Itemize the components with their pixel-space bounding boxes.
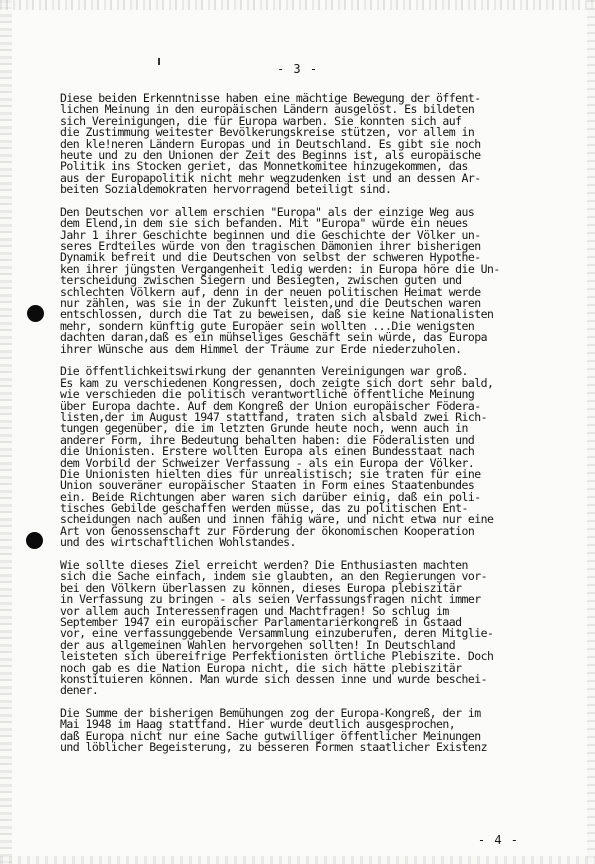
text-line: ihrer Wünsche aus dem Himmel der Träume zur Erde niederzuholen. <box>60 341 462 356</box>
text-line: der aus allgemeinen Wahlen hervorgehen sollten! In Deutschland <box>60 637 456 652</box>
text-line: beiten Sozialdemokraten hervorragend beteiligt sind. <box>60 182 392 197</box>
text-line: Es kam zu verschiedenen Kongressen, doch zeigte sich dort sehr bald, <box>60 375 494 390</box>
text-line: Die Unionisten hielten dies für unrealistisch; sie traten für eine <box>60 466 481 481</box>
text-line: dachten daran,daß es ein mühseliges Geschäft sein würde, das Europa <box>60 330 488 345</box>
text-line: in Verfassung zu bringen - als seien Verfassungsfragen nicht immer <box>60 592 481 607</box>
text-line: sich die Sache einfach, indem sie glaubten, an den Regierungen vor- <box>60 569 488 584</box>
text-line: heute und zu den Unionen der Zeit des Beginns ist, als europäische <box>60 147 481 162</box>
text-line: und des wirtschaftlichen Wohlstandes. <box>60 535 296 550</box>
paragraph <box>60 560 545 697</box>
text-line: September 1947 ein europäischer Parlamentarierkongreß in Gstaad <box>60 614 462 629</box>
page-number: - 3 - <box>276 62 319 76</box>
text-line: ken ihrer jüngsten Vergangenheit ledig werden: in Europa höre die Un- <box>60 261 500 276</box>
scan-edge-right <box>587 0 595 864</box>
text-line: aus der Europapolitik nicht mehr wegzudenken ist und an dessen Ar- <box>60 170 481 185</box>
text-line: noch gab es die Nation Europa nicht, die sich hätte plebiszitär <box>60 660 462 675</box>
text-line: Den Deutschen vor allem erschien "Europa" als der einzige Weg aus <box>60 204 475 219</box>
paragraph <box>60 204 545 356</box>
text-line: Art von Genossenschaft zur Förderung der ökonomischen Kooperation <box>60 523 475 538</box>
text-line: Jahr 1 ihrer Geschichte beginnen und die Geschichte der Völker un- <box>60 227 481 242</box>
text-line: vor allem auch Interessenfragen und Machtfragen! So schlug im <box>60 603 449 618</box>
text-line: vor, eine verfassunggebende Versammlung einzuberufen, deren Mitglie- <box>60 626 494 641</box>
paragraph <box>60 366 545 548</box>
text-line: und löblicher Begeisterung, zu besseren Formen staatlicher Existenz <box>60 740 488 755</box>
text-line: dem Vorbild der Schweizer Verfassung - als ein Europa der Völker. <box>60 455 475 470</box>
text-line: mehr, sondern künftig gute Europäer sein wollten ...Die wenigsten <box>60 318 475 333</box>
text-line: nur zählen, was sie in der Zukunft leisten,und die Deutschen waren <box>60 296 481 311</box>
text-line: bei den Völkern überlassen zu können, dieses Europa plebiszitär <box>60 580 462 595</box>
text-line: schlechten Völkern auf, denn in der neuen politischen Heimat werde <box>60 284 481 299</box>
punch-hole-lower <box>26 532 43 549</box>
text-line: tungen gegenüber, die im letzten Grunde heute noch, wenn auch in <box>60 421 468 436</box>
text-line: die Zustimmung weitester Bevölkerungskreise stützen, vor allem in <box>60 125 475 140</box>
text-line: Dynamik befreit und die Deutschen von selbst der schweren Hypothe- <box>60 250 481 265</box>
text-line: entschlossen, durch die Tat zu beweisen, daß sie keine Nationalisten <box>60 307 494 322</box>
text-line: scheidungen nach außen und innen fähig wäre, und nicht etwa nur eine <box>60 512 494 527</box>
body-text <box>60 93 545 765</box>
text-line: die Unionisten. Erstere wollten Europa als einen Bundesstaat nach <box>60 444 475 459</box>
paragraph <box>60 708 545 754</box>
text-line: wie verschieden die politisch verantwortliche öffentliche Meinung <box>60 387 475 402</box>
text-line: Diese beiden Erkenntnisse haben eine mächtige Bewegung der öffent- <box>60 91 481 105</box>
text-line: den kle!neren Ländern Europas und in Deutschland. Es gibt sie noch <box>60 136 481 151</box>
text-line: anderer Form, ihre Bedeutung behalten haben: die Föderalisten und <box>60 432 475 447</box>
text-line: lichen Meinung in den europäischen Ländern ausgelöst. Es bildeten <box>60 102 475 117</box>
text-line: Die öffentlichkeitswirkung der genannten Vereinigungen war groß. <box>60 364 468 379</box>
scan-edge-bottom <box>0 856 595 864</box>
scan-edge-top <box>0 0 595 10</box>
next-page-indicator: - 4 - <box>477 833 519 847</box>
text-line: tisches Gebilde geschaffen werden müsse, das zu politischen Ent- <box>60 501 468 516</box>
text-line: Union souveräner europäischer Staaten in Form eines Staatenbundes <box>60 478 475 493</box>
scan-edge-left <box>0 0 12 864</box>
text-line: dener. <box>60 683 99 698</box>
text-line: leisteten sich übereifrige Perfektionisten örtliche Plebiszite. Doch <box>60 649 494 664</box>
text-line: sich Vereinigungen, die für Europa warben. Sie konnten sich auf <box>60 113 462 128</box>
text-line: ein. Beide Richtungen aber waren sich darüber einig, daß ein poli- <box>60 489 481 504</box>
text-line: terscheidung zwischen Siegern und Besiegten, zwischen guten und <box>60 273 462 288</box>
text-line: über Europa dachte. Auf dem Kongreß der Union europäischer Födera- <box>60 398 481 413</box>
text-line: dem Elend,in dem sie sich befanden. Mit "Europa" würde ein neues <box>60 216 468 231</box>
text-line: konstituieren können. Man wurde sich dessen inne und wurde beschei- <box>60 671 488 686</box>
text-line: Politik ins Stocken geriet, das Monnetkomitee hinzugekommen, das <box>60 159 468 174</box>
text-line: Wie sollte dieses Ziel erreicht werden? Die Enthusiasten machten <box>60 558 468 573</box>
text-line: Die Summe der bisherigen Bemühungen zog der Europa-Kongreß, der im <box>60 706 481 721</box>
text-line: Mai 1948 im Haag stattfand. Hier wurde deutlich ausgesprochen, <box>60 717 456 732</box>
paragraph <box>60 93 545 196</box>
text-line: daß Europa nicht nur eine Sache gutwilliger öffentlicher Meinungen <box>60 728 481 743</box>
text-line: listen,der im August 1947 stattfand, traten sich alsbald zwei Rich- <box>60 409 488 424</box>
text-line: seres Erdteiles würde von den tragischen Dämonien ihrer bisherigen <box>60 239 481 254</box>
punch-hole-upper <box>27 305 44 322</box>
